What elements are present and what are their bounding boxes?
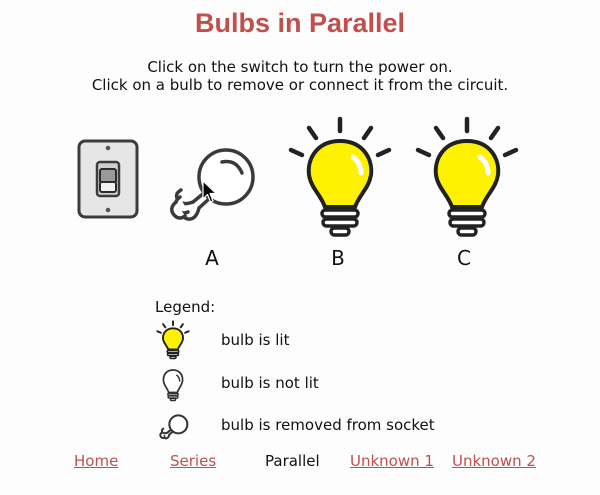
nav-parallel-current: Parallel	[265, 452, 320, 470]
bulb-c[interactable]	[412, 115, 522, 240]
legend-lit-bulb	[154, 320, 192, 360]
nav-series-link[interactable]: Series	[170, 452, 217, 470]
mouse-cursor-icon	[202, 180, 218, 204]
unlit-bulb-icon	[156, 366, 190, 402]
lit-bulb-icon	[154, 320, 192, 360]
power-switch[interactable]	[76, 138, 140, 220]
bulb-a-label: A	[205, 246, 219, 270]
legend-removed-bulb	[153, 412, 193, 442]
legend-unlit-text: bulb is not lit	[221, 374, 319, 392]
bulb-b[interactable]	[285, 115, 395, 240]
legend-removed-text: bulb is removed from socket	[221, 416, 435, 434]
legend-title: Legend:	[155, 298, 216, 316]
instruction-line-2: Click on a bulb to remove or connect it from the circuit.	[91, 76, 509, 94]
legend-unlit-bulb	[156, 366, 190, 402]
instruction-line-1: Click on the switch to turn the power on.	[147, 58, 453, 76]
removed-bulb-icon	[153, 412, 193, 442]
bulb-c-label: C	[457, 246, 471, 270]
lit-bulb-icon	[412, 115, 522, 240]
nav-home-link[interactable]: Home	[74, 452, 119, 470]
nav-unknown-1-link[interactable]: Unknown 1	[350, 452, 434, 470]
legend-lit-text: bulb is lit	[221, 331, 290, 349]
page-title: Bulbs in Parallel	[194, 8, 406, 38]
bulb-b-label: B	[331, 246, 345, 270]
lit-bulb-icon	[285, 115, 395, 240]
switch-icon	[76, 138, 140, 220]
nav-unknown-2-link[interactable]: Unknown 2	[452, 452, 536, 470]
